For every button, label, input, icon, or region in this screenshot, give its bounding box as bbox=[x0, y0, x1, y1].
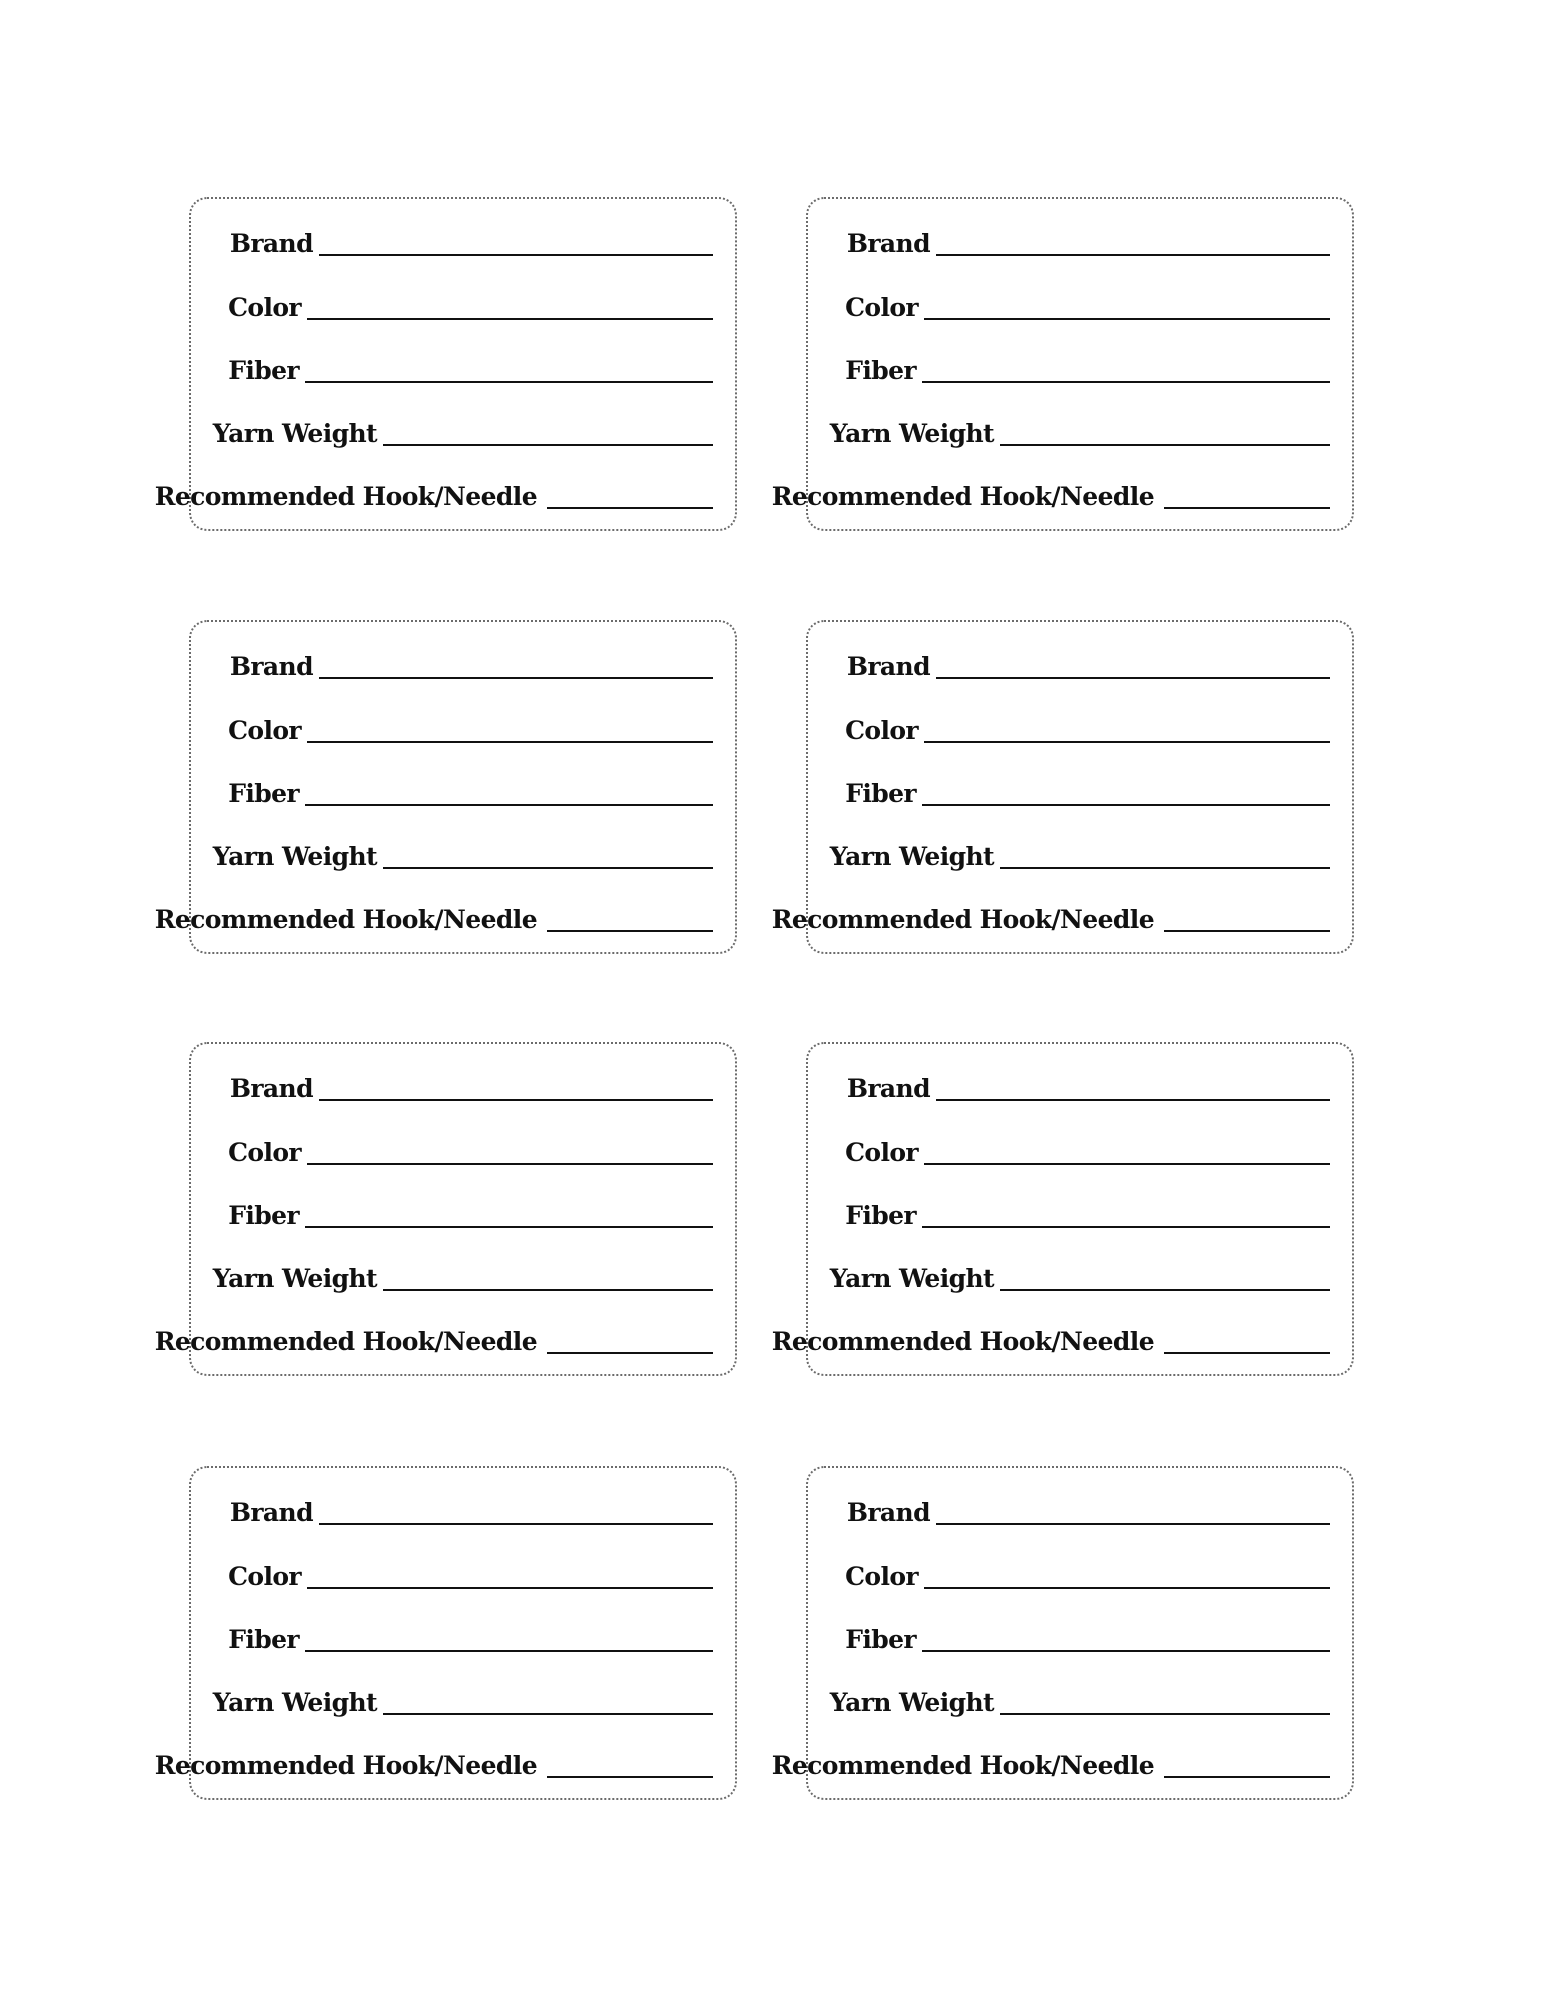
hook-needle-label: Recommended Hook/Needle bbox=[154, 482, 537, 511]
brand-blank-line bbox=[936, 254, 1330, 256]
yarn-weight-blank-line bbox=[383, 867, 713, 869]
fiber-label: Fiber bbox=[228, 1625, 299, 1654]
hook-needle-row bbox=[772, 901, 1330, 935]
yarn-weight-row bbox=[830, 415, 1330, 449]
yarn-weight-row bbox=[830, 1684, 1330, 1718]
yarn-weight-label: Yarn Weight bbox=[212, 842, 377, 871]
hook-needle-row bbox=[772, 1747, 1330, 1781]
color-label: Color bbox=[845, 293, 918, 322]
yarn-label-card-1 bbox=[154, 197, 737, 531]
color-blank-line bbox=[924, 1587, 1330, 1589]
brand-row bbox=[847, 1494, 1330, 1528]
brand-row bbox=[847, 1070, 1330, 1104]
color-row bbox=[228, 289, 713, 323]
color-row bbox=[845, 1558, 1330, 1592]
color-blank-line bbox=[307, 1587, 713, 1589]
yarn-weight-label: Yarn Weight bbox=[829, 1264, 994, 1293]
brand-blank-line bbox=[319, 1523, 713, 1525]
brand-blank-line bbox=[936, 677, 1330, 679]
hook-needle-label: Recommended Hook/Needle bbox=[771, 1327, 1154, 1356]
color-blank-line bbox=[924, 318, 1330, 320]
fiber-row bbox=[228, 352, 713, 386]
color-row bbox=[845, 289, 1330, 323]
color-row bbox=[228, 712, 713, 746]
brand-blank-line bbox=[319, 677, 713, 679]
brand-row bbox=[230, 1494, 713, 1528]
brand-label: Brand bbox=[846, 1074, 930, 1103]
fiber-row bbox=[845, 352, 1330, 386]
brand-label: Brand bbox=[846, 652, 930, 681]
fiber-blank-line bbox=[305, 381, 713, 383]
hook-needle-label: Recommended Hook/Needle bbox=[154, 1751, 537, 1780]
yarn-label-card-8 bbox=[771, 1466, 1354, 1800]
fiber-row bbox=[845, 1621, 1330, 1655]
yarn-weight-blank-line bbox=[1000, 867, 1330, 869]
fiber-label: Fiber bbox=[228, 1201, 299, 1230]
color-label: Color bbox=[228, 1562, 301, 1591]
color-label: Color bbox=[228, 716, 301, 745]
yarn-weight-blank-line bbox=[383, 1713, 713, 1715]
brand-blank-line bbox=[936, 1099, 1330, 1101]
fiber-blank-line bbox=[922, 1650, 1330, 1652]
yarn-weight-blank-line bbox=[1000, 444, 1330, 446]
hook-needle-blank-line bbox=[547, 930, 713, 932]
hook-needle-row bbox=[155, 901, 713, 935]
color-blank-line bbox=[307, 741, 713, 743]
brand-label: Brand bbox=[229, 652, 313, 681]
color-label: Color bbox=[228, 1138, 301, 1167]
hook-needle-blank-line bbox=[547, 1352, 713, 1354]
yarn-weight-label: Yarn Weight bbox=[829, 419, 994, 448]
yarn-label-card-7 bbox=[154, 1466, 737, 1800]
color-row bbox=[228, 1558, 713, 1592]
color-label: Color bbox=[845, 1562, 918, 1591]
fiber-label: Fiber bbox=[228, 779, 299, 808]
hook-needle-blank-line bbox=[547, 507, 713, 509]
brand-label: Brand bbox=[846, 229, 930, 258]
fiber-label: Fiber bbox=[228, 356, 299, 385]
yarn-weight-row bbox=[213, 1684, 713, 1718]
yarn-label-card-4 bbox=[771, 620, 1354, 954]
fiber-row bbox=[845, 775, 1330, 809]
fiber-label: Fiber bbox=[845, 1201, 916, 1230]
fiber-blank-line bbox=[305, 1226, 713, 1228]
hook-needle-label: Recommended Hook/Needle bbox=[154, 905, 537, 934]
fiber-row bbox=[845, 1197, 1330, 1231]
brand-row bbox=[230, 225, 713, 259]
color-blank-line bbox=[307, 1163, 713, 1165]
fiber-label: Fiber bbox=[845, 356, 916, 385]
fiber-label: Fiber bbox=[845, 779, 916, 808]
yarn-weight-row bbox=[213, 1260, 713, 1294]
brand-label: Brand bbox=[846, 1498, 930, 1527]
yarn-weight-blank-line bbox=[1000, 1713, 1330, 1715]
brand-row bbox=[230, 1070, 713, 1104]
yarn-weight-blank-line bbox=[383, 1289, 713, 1291]
color-blank-line bbox=[924, 741, 1330, 743]
hook-needle-blank-line bbox=[1164, 930, 1330, 932]
hook-needle-label: Recommended Hook/Needle bbox=[771, 482, 1154, 511]
yarn-label-card-6 bbox=[771, 1042, 1354, 1376]
fiber-blank-line bbox=[922, 381, 1330, 383]
hook-needle-row bbox=[772, 478, 1330, 512]
yarn-weight-row bbox=[830, 1260, 1330, 1294]
brand-label: Brand bbox=[229, 1498, 313, 1527]
yarn-weight-label: Yarn Weight bbox=[829, 842, 994, 871]
hook-needle-blank-line bbox=[1164, 507, 1330, 509]
yarn-weight-blank-line bbox=[383, 444, 713, 446]
yarn-weight-label: Yarn Weight bbox=[212, 419, 377, 448]
yarn-label-card-2 bbox=[771, 197, 1354, 531]
yarn-weight-blank-line bbox=[1000, 1289, 1330, 1291]
brand-blank-line bbox=[319, 1099, 713, 1101]
color-row bbox=[845, 712, 1330, 746]
hook-needle-row bbox=[155, 478, 713, 512]
hook-needle-label: Recommended Hook/Needle bbox=[771, 1751, 1154, 1780]
brand-label: Brand bbox=[229, 1074, 313, 1103]
hook-needle-row bbox=[155, 1747, 713, 1781]
yarn-weight-label: Yarn Weight bbox=[829, 1688, 994, 1717]
brand-label: Brand bbox=[229, 229, 313, 258]
yarn-weight-label: Yarn Weight bbox=[212, 1264, 377, 1293]
color-label: Color bbox=[845, 1138, 918, 1167]
fiber-blank-line bbox=[922, 804, 1330, 806]
yarn-label-card-5 bbox=[154, 1042, 737, 1376]
yarn-label-card-3 bbox=[154, 620, 737, 954]
hook-needle-blank-line bbox=[1164, 1352, 1330, 1354]
brand-blank-line bbox=[936, 1523, 1330, 1525]
fiber-blank-line bbox=[922, 1226, 1330, 1228]
yarn-weight-row bbox=[213, 838, 713, 872]
fiber-row bbox=[228, 1197, 713, 1231]
brand-row bbox=[847, 225, 1330, 259]
color-row bbox=[845, 1134, 1330, 1168]
brand-blank-line bbox=[319, 254, 713, 256]
fiber-label: Fiber bbox=[845, 1625, 916, 1654]
hook-needle-blank-line bbox=[547, 1776, 713, 1778]
yarn-weight-row bbox=[213, 415, 713, 449]
hook-needle-row bbox=[155, 1323, 713, 1357]
brand-row bbox=[847, 648, 1330, 682]
yarn-weight-label: Yarn Weight bbox=[212, 1688, 377, 1717]
yarn-weight-row bbox=[830, 838, 1330, 872]
color-row bbox=[228, 1134, 713, 1168]
color-blank-line bbox=[307, 318, 713, 320]
color-label: Color bbox=[845, 716, 918, 745]
brand-row bbox=[230, 648, 713, 682]
hook-needle-label: Recommended Hook/Needle bbox=[154, 1327, 537, 1356]
hook-needle-row bbox=[772, 1323, 1330, 1357]
fiber-row bbox=[228, 1621, 713, 1655]
fiber-blank-line bbox=[305, 1650, 713, 1652]
hook-needle-label: Recommended Hook/Needle bbox=[771, 905, 1154, 934]
color-label: Color bbox=[228, 293, 301, 322]
fiber-row bbox=[228, 775, 713, 809]
fiber-blank-line bbox=[305, 804, 713, 806]
color-blank-line bbox=[924, 1163, 1330, 1165]
hook-needle-blank-line bbox=[1164, 1776, 1330, 1778]
